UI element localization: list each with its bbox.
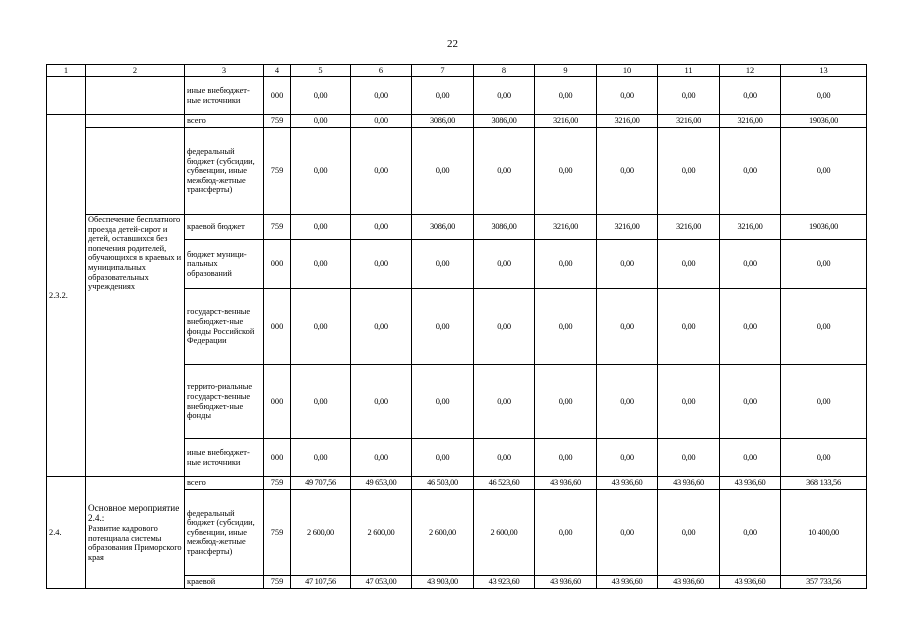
value-cell: 2 600,00 (412, 490, 474, 576)
value-cell: 0,00 (351, 365, 412, 439)
code-cell: 000 (264, 240, 291, 289)
value-cell: 0,00 (291, 215, 351, 240)
value-cell: 3086,00 (474, 115, 535, 128)
column-header: 7 (412, 65, 474, 77)
value-cell: 0,00 (658, 439, 720, 477)
value-cell: 2 600,00 (474, 490, 535, 576)
source-cell: иные внебюджет-ные источники (185, 77, 264, 115)
value-cell: 0,00 (658, 240, 720, 289)
value-cell: 19036,00 (781, 115, 867, 128)
value-cell: 3086,00 (474, 215, 535, 240)
code-cell: 759 (264, 490, 291, 576)
value-cell: 0,00 (781, 289, 867, 365)
value-cell: 0,00 (351, 115, 412, 128)
value-cell: 0,00 (412, 77, 474, 115)
column-header: 10 (597, 65, 658, 77)
value-cell: 0,00 (597, 240, 658, 289)
value-cell: 0,00 (412, 128, 474, 215)
source-cell: бюджет муници-пальных образований (185, 240, 264, 289)
page-number: 22 (447, 38, 458, 50)
value-cell: 0,00 (412, 365, 474, 439)
value-cell: 43 936,60 (597, 576, 658, 589)
source-cell: всего (185, 477, 264, 490)
value-cell: 0,00 (781, 439, 867, 477)
value-cell: 3216,00 (535, 115, 597, 128)
code-cell: 000 (264, 289, 291, 365)
value-cell: 0,00 (535, 240, 597, 289)
value-cell: 43 936,60 (720, 576, 781, 589)
value-cell: 0,00 (658, 289, 720, 365)
description-cell (86, 77, 185, 115)
value-cell: 357 733,56 (781, 576, 867, 589)
column-header: 4 (264, 65, 291, 77)
value-cell: 0,00 (781, 128, 867, 215)
value-cell: 0,00 (658, 490, 720, 576)
value-cell: 3216,00 (720, 215, 781, 240)
description-cell (86, 477, 185, 589)
row-id-cell: 2.4. (47, 477, 86, 589)
source-cell: краевой (185, 576, 264, 589)
value-cell: 0,00 (291, 128, 351, 215)
budget-table (46, 64, 867, 589)
column-header: 6 (351, 65, 412, 77)
value-cell: 0,00 (658, 128, 720, 215)
column-header: 13 (781, 65, 867, 77)
column-header: 12 (720, 65, 781, 77)
header-row (47, 65, 867, 77)
value-cell: 0,00 (720, 128, 781, 215)
value-cell: 0,00 (720, 289, 781, 365)
value-cell: 0,00 (720, 365, 781, 439)
source-cell: террито-риальные государст-венные внебюджет-ные фонды (185, 365, 264, 439)
value-cell: 0,00 (597, 365, 658, 439)
column-header: 9 (535, 65, 597, 77)
row-id-cell: 2.3.2. (47, 115, 86, 477)
source-cell: иные внебюджет-ные источники (185, 439, 264, 477)
value-cell: 0,00 (351, 439, 412, 477)
table-row (47, 477, 867, 490)
table-row (47, 77, 867, 115)
value-cell: 0,00 (351, 289, 412, 365)
code-cell: 000 (264, 77, 291, 115)
value-cell: 0,00 (474, 439, 535, 477)
value-cell: 46 523,60 (474, 477, 535, 490)
value-cell: 0,00 (535, 365, 597, 439)
value-cell: 46 503,00 (412, 477, 474, 490)
value-cell: 43 936,60 (597, 477, 658, 490)
value-cell: 0,00 (474, 77, 535, 115)
value-cell: 3216,00 (597, 215, 658, 240)
code-cell: 759 (264, 115, 291, 128)
value-cell: 0,00 (351, 77, 412, 115)
value-cell: 43 936,60 (535, 576, 597, 589)
value-cell: 19036,00 (781, 215, 867, 240)
activity-description: Развитие кадрового потенциала системы образования Приморского края (88, 523, 182, 562)
value-cell: 43 936,60 (720, 477, 781, 490)
column-header: 8 (474, 65, 535, 77)
value-cell: 0,00 (291, 439, 351, 477)
description-cell (86, 115, 185, 128)
source-cell: краевой бюджет (185, 215, 264, 240)
column-header: 1 (47, 65, 86, 77)
value-cell: 0,00 (351, 240, 412, 289)
value-cell: 3216,00 (658, 215, 720, 240)
value-cell: 368 133,56 (781, 477, 867, 490)
value-cell: 0,00 (291, 240, 351, 289)
value-cell: 3086,00 (412, 215, 474, 240)
value-cell: 0,00 (351, 128, 412, 215)
source-cell: федеральный бюджет (субсидии, субвенции, иные межбюд-жетные трансферты) (185, 128, 264, 215)
value-cell: 3216,00 (720, 115, 781, 128)
value-cell: 0,00 (658, 77, 720, 115)
source-cell: государст-венные внебюджет-ные фонды Российской Федерации (185, 289, 264, 365)
description-cell (86, 128, 185, 215)
value-cell: 0,00 (597, 77, 658, 115)
value-cell: 10 400,00 (781, 490, 867, 576)
value-cell: 0,00 (474, 289, 535, 365)
value-cell: 0,00 (535, 439, 597, 477)
source-cell: всего (185, 115, 264, 128)
value-cell: 2 600,00 (351, 490, 412, 576)
column-header: 11 (658, 65, 720, 77)
value-cell: 0,00 (720, 240, 781, 289)
description-cell: Обеспечение бесплатного проезда детей-сирот и детей, оставшихся без попечения родителей, обучающихся в краевых и муниципальных образовательных учреждениях (86, 215, 185, 477)
value-cell: 0,00 (291, 365, 351, 439)
value-cell: 0,00 (535, 77, 597, 115)
code-cell: 759 (264, 477, 291, 490)
value-cell: 3216,00 (535, 215, 597, 240)
value-cell: 0,00 (720, 490, 781, 576)
code-cell: 000 (264, 365, 291, 439)
value-cell: 0,00 (291, 77, 351, 115)
value-cell: 43 923,60 (474, 576, 535, 589)
value-cell: 0,00 (474, 240, 535, 289)
value-cell: 0,00 (291, 115, 351, 128)
value-cell: 0,00 (597, 439, 658, 477)
column-header: 2 (86, 65, 185, 77)
value-cell: 0,00 (535, 289, 597, 365)
value-cell: 0,00 (474, 365, 535, 439)
code-cell: 759 (264, 576, 291, 589)
row-id-cell (47, 77, 86, 115)
column-header: 5 (291, 65, 351, 77)
value-cell: 0,00 (781, 77, 867, 115)
value-cell: 0,00 (412, 289, 474, 365)
code-cell: 000 (264, 439, 291, 477)
value-cell: 0,00 (658, 365, 720, 439)
value-cell: 2 600,00 (291, 490, 351, 576)
value-cell: 0,00 (781, 365, 867, 439)
value-cell: 0,00 (597, 289, 658, 365)
column-header: 3 (185, 65, 264, 77)
table-row (47, 128, 867, 215)
value-cell: 0,00 (720, 439, 781, 477)
code-cell: 759 (264, 128, 291, 215)
value-cell: 0,00 (291, 289, 351, 365)
value-cell: 0,00 (535, 490, 597, 576)
source-cell: федеральный бюджет (субсидии, субвенции, иные межбюд-жетные трансферты) (185, 490, 264, 576)
value-cell: 49 707,56 (291, 477, 351, 490)
value-cell: 0,00 (474, 128, 535, 215)
value-cell: 47 107,56 (291, 576, 351, 589)
value-cell: 0,00 (412, 439, 474, 477)
value-cell: 0,00 (351, 215, 412, 240)
table-row (47, 215, 867, 240)
value-cell: 0,00 (597, 128, 658, 215)
value-cell: 43 936,60 (658, 477, 720, 490)
value-cell: 3086,00 (412, 115, 474, 128)
value-cell: 43 903,00 (412, 576, 474, 589)
value-cell: 3216,00 (597, 115, 658, 128)
table-row (47, 115, 867, 128)
value-cell: 0,00 (781, 240, 867, 289)
value-cell: 0,00 (535, 128, 597, 215)
value-cell: 47 053,00 (351, 576, 412, 589)
value-cell: 3216,00 (658, 115, 720, 128)
code-cell: 759 (264, 215, 291, 240)
main-activity-title: Основное мероприятие 2.4.: (88, 502, 180, 524)
value-cell: 43 936,60 (658, 576, 720, 589)
value-cell: 43 936,60 (535, 477, 597, 490)
value-cell: 0,00 (720, 77, 781, 115)
value-cell: 0,00 (412, 240, 474, 289)
value-cell: 0,00 (597, 490, 658, 576)
value-cell: 49 653,00 (351, 477, 412, 490)
